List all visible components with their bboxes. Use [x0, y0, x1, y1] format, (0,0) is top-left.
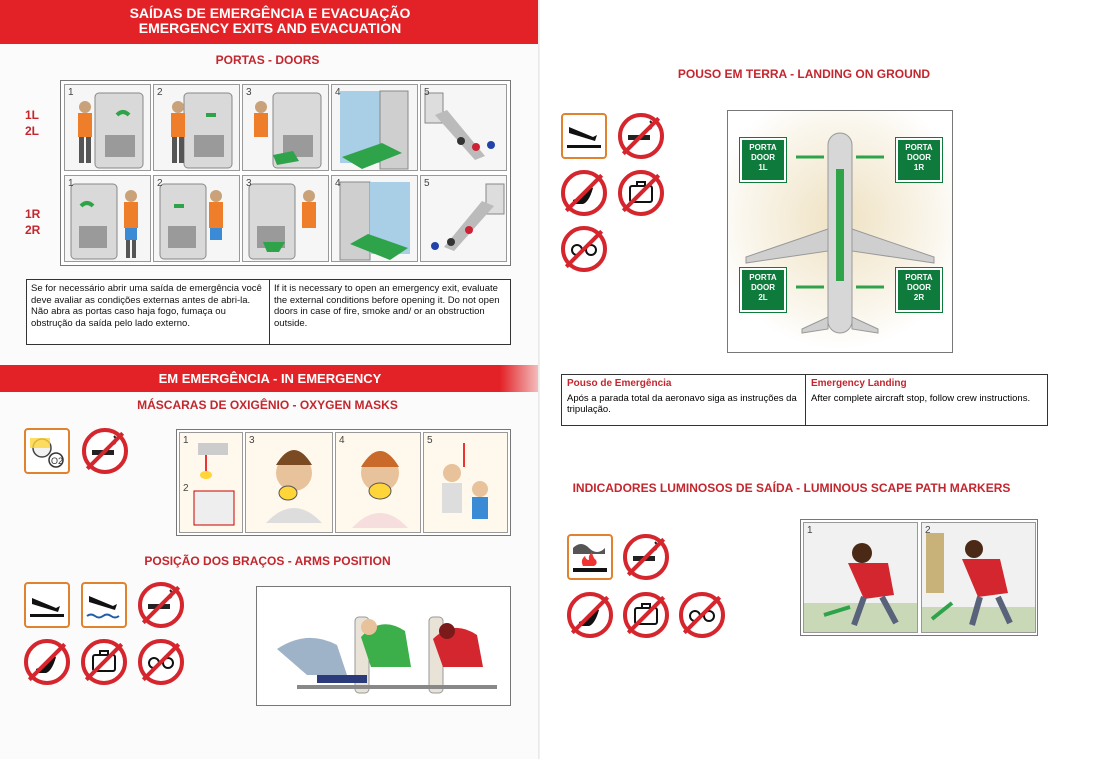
door-step-4-top: 4 — [331, 84, 418, 171]
markers-heading: INDICADORES LUMINOSOS DE SAÍDA - LUMINOUS SCAPE PATH MARKERS — [572, 481, 1011, 495]
no-baggage-icon — [81, 639, 127, 685]
door-step-5-bottom: 5 — [420, 175, 507, 262]
label-2r: 2R — [25, 223, 41, 237]
door-step-3-bottom: 3 — [242, 175, 329, 262]
no-smoking-icon — [623, 534, 669, 580]
no-baggage-icon — [623, 592, 669, 638]
path-markers-panel — [800, 519, 1038, 636]
water-landing-icon — [81, 582, 127, 628]
door-step-5-top: 5 — [420, 84, 507, 171]
mask-step-4: 4 — [335, 432, 421, 533]
landing-info-pt: Pouso de Emergência Após a parada total da aeronavo siga as instruções da tripulação. — [567, 378, 797, 415]
door-step-2-bottom: 2 — [153, 175, 240, 262]
main-title-banner — [0, 0, 540, 44]
doors-panel — [60, 80, 511, 266]
no-smoking-icon — [138, 582, 184, 628]
mask-step-3: 3 — [245, 432, 333, 533]
landing-heading: POUSO EM TERRA - LANDING ON GROUND — [677, 67, 931, 81]
right-page — [540, 0, 1103, 759]
mask-step-5: 5 — [423, 432, 508, 533]
door-2r-sign: PORTA DOOR 2R — [896, 268, 942, 312]
no-smoking-icon — [618, 113, 664, 159]
no-glasses-icon — [679, 592, 725, 638]
landing-info-en: Emergency Landing After complete aircraft stop, follow crew instructions. — [811, 378, 1031, 404]
door-step-1-top: 1 — [64, 84, 151, 171]
emergency-banner: EM EMERGÊNCIA - IN EMERGENCY — [0, 365, 540, 392]
doors-heading: PORTAS - DOORS — [215, 53, 320, 67]
door-step-2-top: 2 — [153, 84, 240, 171]
left-page — [0, 0, 540, 759]
arms-position-illustration — [256, 586, 511, 706]
svg-text:O2: O2 — [51, 456, 64, 466]
no-baggage-icon — [618, 170, 664, 216]
doors-info-box — [26, 279, 511, 345]
oxygen-mask-icon — [24, 428, 70, 474]
landing-plane-icon — [561, 113, 607, 159]
no-high-heels-icon — [561, 170, 607, 216]
title-pt: SAÍDAS DE EMERGÊNCIA E EVACUAÇÃO — [129, 5, 411, 21]
masks-panel — [176, 429, 511, 536]
doors-info-en: If it is necessary to open an emergency exit, evaluate the external conditions before opening it. Do not open doors in case of fire, smoke and/ or an obstruction outside. — [274, 283, 500, 329]
marker-step-2: 2 — [921, 522, 1036, 633]
label-1l: 1L — [25, 108, 40, 122]
aircraft-exit-diagram — [727, 110, 953, 353]
no-smoking-icon — [82, 428, 128, 474]
label-2l: 2L — [25, 124, 40, 138]
no-glasses-icon — [561, 226, 607, 272]
door-step-3-top: 3 — [242, 84, 329, 171]
mask-step-1-2: 1 2 — [179, 432, 243, 533]
landing-info-box — [561, 374, 1048, 426]
door-step-1-bottom: 1 — [64, 175, 151, 262]
landing-plane-icon — [24, 582, 70, 628]
no-high-heels-icon — [24, 639, 70, 685]
door-2l-sign: PORTA DOOR 2L — [740, 268, 786, 312]
smoke-fire-icon — [567, 534, 613, 580]
title-en: EMERGENCY EXITS AND EVACUATION — [138, 20, 402, 36]
no-glasses-icon — [138, 639, 184, 685]
no-high-heels-icon — [567, 592, 613, 638]
masks-heading: MÁSCARAS DE OXIGÊNIO - OXYGEN MASKS — [137, 398, 398, 412]
arms-heading: POSIÇÃO DOS BRAÇOS - ARMS POSITION — [144, 554, 391, 568]
door-step-4-bottom: 4 — [331, 175, 418, 262]
door-1l-sign: PORTA DOOR 1L — [740, 138, 786, 182]
doors-info-pt: Se for necessário abrir uma saída de emergência você deve avaliar as condições externas antes de abri-la. Não abra as portas caso haja fogo, fumaça ou obstrução da saída pelo lado externo. — [31, 283, 262, 329]
marker-step-1: 1 — [803, 522, 918, 633]
door-1r-sign: PORTA DOOR 1R — [896, 138, 942, 182]
label-1r: 1R — [25, 207, 41, 221]
